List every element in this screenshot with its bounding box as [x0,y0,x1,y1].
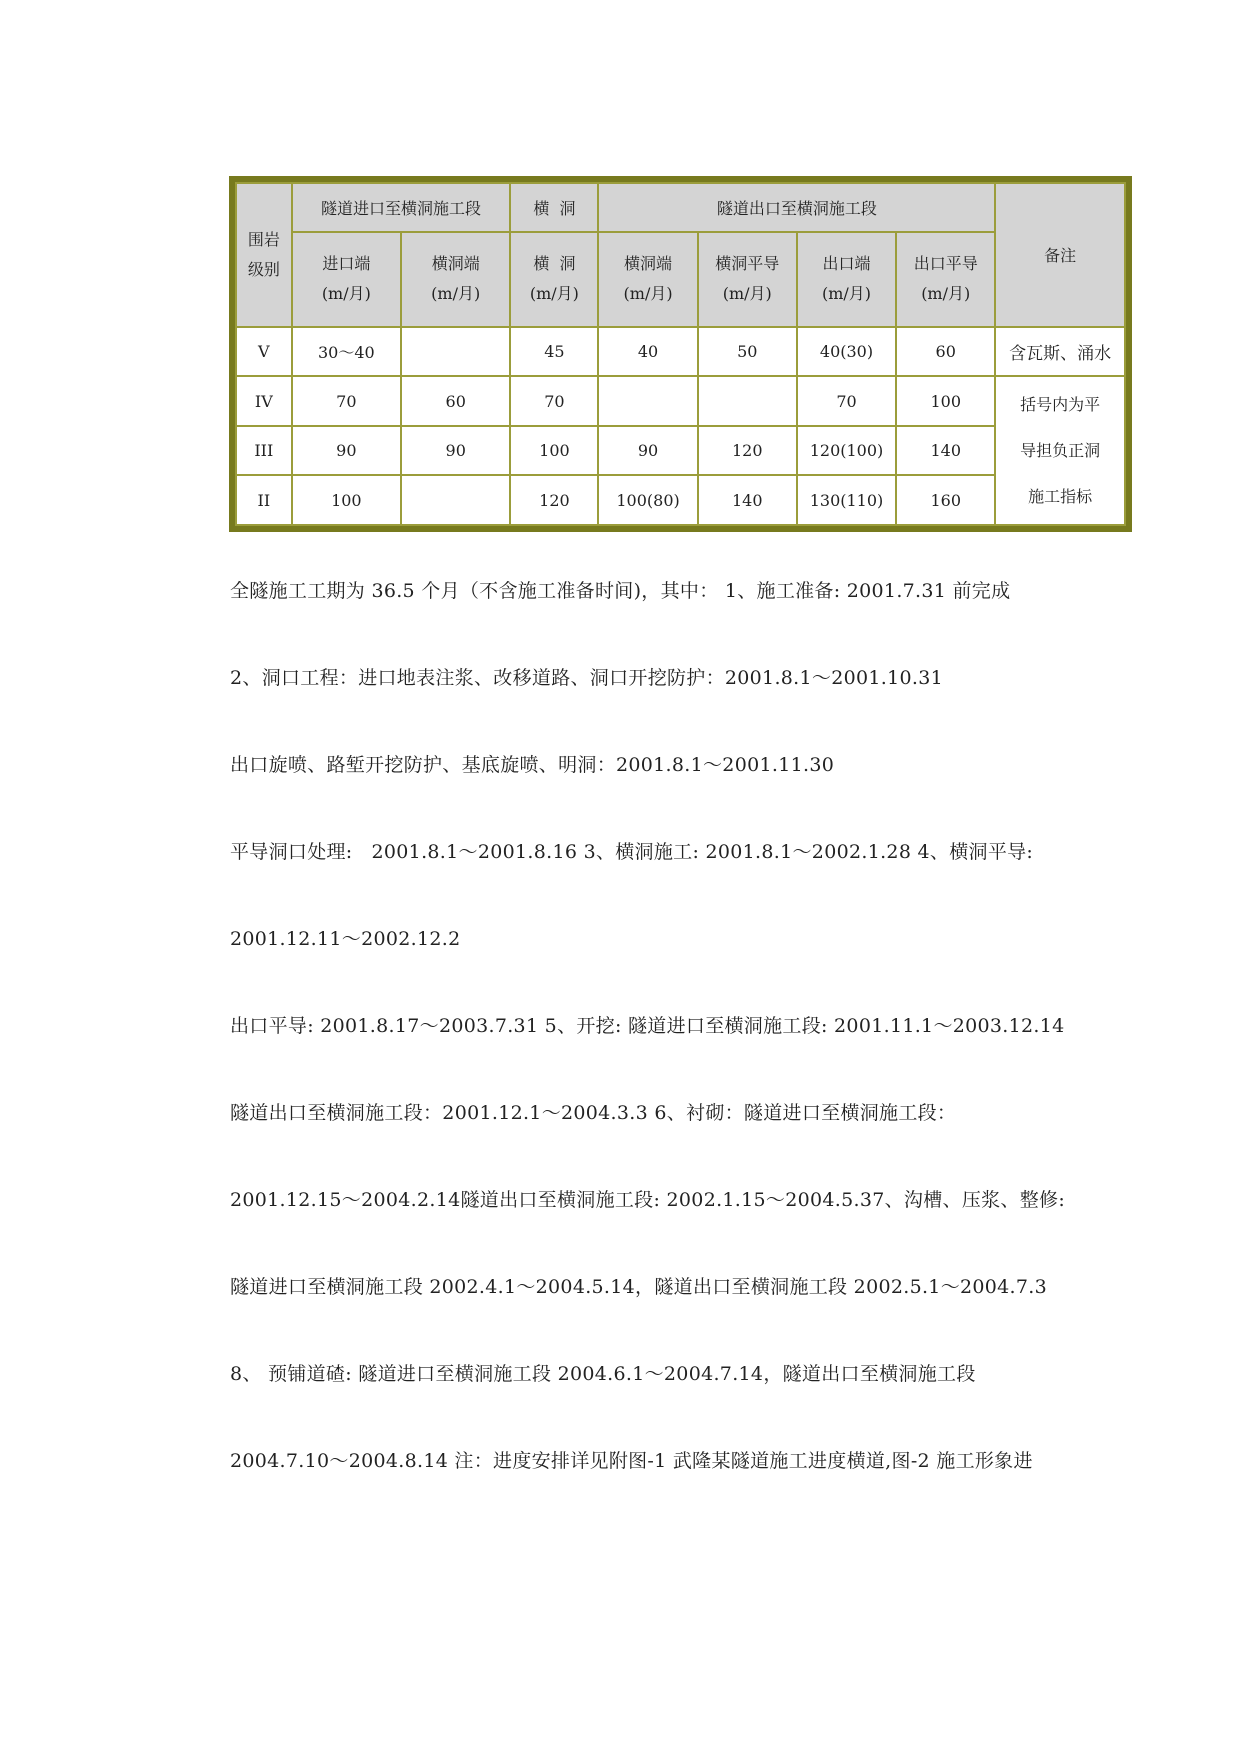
table-cell [401,475,510,525]
schedule-line: 2004.7.10～2004.8.14 注：进度安排详见附图-1 武隆某隧道施工进度横道,图-2 施工形象进 [230,1450,1033,1472]
table-cell: 120 [510,475,598,525]
schedule-line: 出口旋喷、路堑开挖防护、基底旋喷、明洞：2001.8.1～2001.11.30 [230,754,835,776]
table-row [236,426,1125,476]
table-row [236,327,1125,377]
table-cell: 100 [896,376,995,426]
header-cross-adit: 横 洞 [510,183,598,232]
remark-cell: 含瓦斯、涌水 [995,327,1125,377]
header-rock-grade: 围岩 级别 [236,183,292,327]
table-cell: 50 [698,327,797,377]
table-cell: 90 [401,426,510,476]
subheader-cell: 横洞平导 (m/月) [698,232,797,327]
subheader-cell: 横洞端 (m/月) [598,232,697,327]
schedule-line: 隧道进口至横洞施工段 2002.4.1～2004.5.14，隧道出口至横洞施工段 2002.5.1～2004.7.3 [230,1276,1048,1298]
schedule-line: 全隧施工工期为 36.5 个月（不含施工准备时间)，其中： 1、施工准备: 2001.7.31 前完成 [230,580,1011,602]
tunneling-rate-table [235,182,1126,526]
schedule-line: 2、洞口工程：进口地表注浆、改移道路、洞口开挖防护：2001.8.1～2001.10.31 [230,667,943,689]
grade-cell: V [236,327,292,377]
subheader-cell: 出口端 (m/月) [797,232,896,327]
table-cell: 120(100) [797,426,896,476]
table-cell: 100(80) [598,475,697,525]
table-cell: 70 [797,376,896,426]
table-cell: 70 [292,376,401,426]
table-cell: 40(30) [797,327,896,377]
schedule-text [230,578,1140,1535]
grade-cell: II [236,475,292,525]
schedule-line: 平导洞口处理: 2001.8.1～2001.8.16 3、横洞施工: 2001.8.1～2002.1.28 4、横洞平导: [230,841,1034,863]
table-cell [401,327,510,377]
table-cell: 140 [698,475,797,525]
table-cell: 130(110) [797,475,896,525]
schedule-line: 隧道出口至横洞施工段：2001.12.1～2004.3.3 6、衬砌：隧道进口至横洞施工段： [230,1102,957,1124]
table-cell: 60 [896,327,995,377]
subheader-cell: 横洞端 (m/月) [401,232,510,327]
header-exit-section: 隧道出口至横洞施工段 [598,183,995,232]
schedule-line: 2001.12.15～2004.2.14隧道出口至横洞施工段: 2002.1.15～2004.5.37、沟槽、压浆、整修: [230,1189,1066,1211]
remark-merged-cell: 括号内为平 导担负正洞 施工指标 [995,376,1125,525]
table-cell: 40 [598,327,697,377]
table-cell [598,376,697,426]
table-row [236,475,1125,525]
table-cell: 100 [292,475,401,525]
tunneling-rate-table-frame [229,176,1132,532]
subheader-cell: 出口平导 (m/月) [896,232,995,327]
table-cell: 90 [292,426,401,476]
table-cell: 160 [896,475,995,525]
table-cell: 45 [510,327,598,377]
header-remark: 备注 [995,183,1125,327]
table-row [236,376,1125,426]
schedule-line: 8、 预铺道碴: 隧道进口至横洞施工段 2004.6.1～2004.7.14，隧道出口至横洞施工段 [230,1363,976,1385]
table-cell: 30～40 [292,327,401,377]
header-entry-section: 隧道进口至横洞施工段 [292,183,511,232]
table-cell: 90 [598,426,697,476]
table-cell: 60 [401,376,510,426]
schedule-line: 2001.12.11～2002.12.2 [230,928,461,950]
grade-cell: IV [236,376,292,426]
schedule-line: 出口平导: 2001.8.17～2003.7.31 5、开挖: 隧道进口至横洞施工段: 2001.11.1～2003.12.14 [230,1015,1065,1037]
subheader-cell: 横 洞 (m/月) [510,232,598,327]
grade-cell: III [236,426,292,476]
table-cell [698,376,797,426]
table-cell: 100 [510,426,598,476]
table-cell: 140 [896,426,995,476]
subheader-cell: 进口端 (m/月) [292,232,401,327]
table-cell: 120 [698,426,797,476]
table-cell: 70 [510,376,598,426]
